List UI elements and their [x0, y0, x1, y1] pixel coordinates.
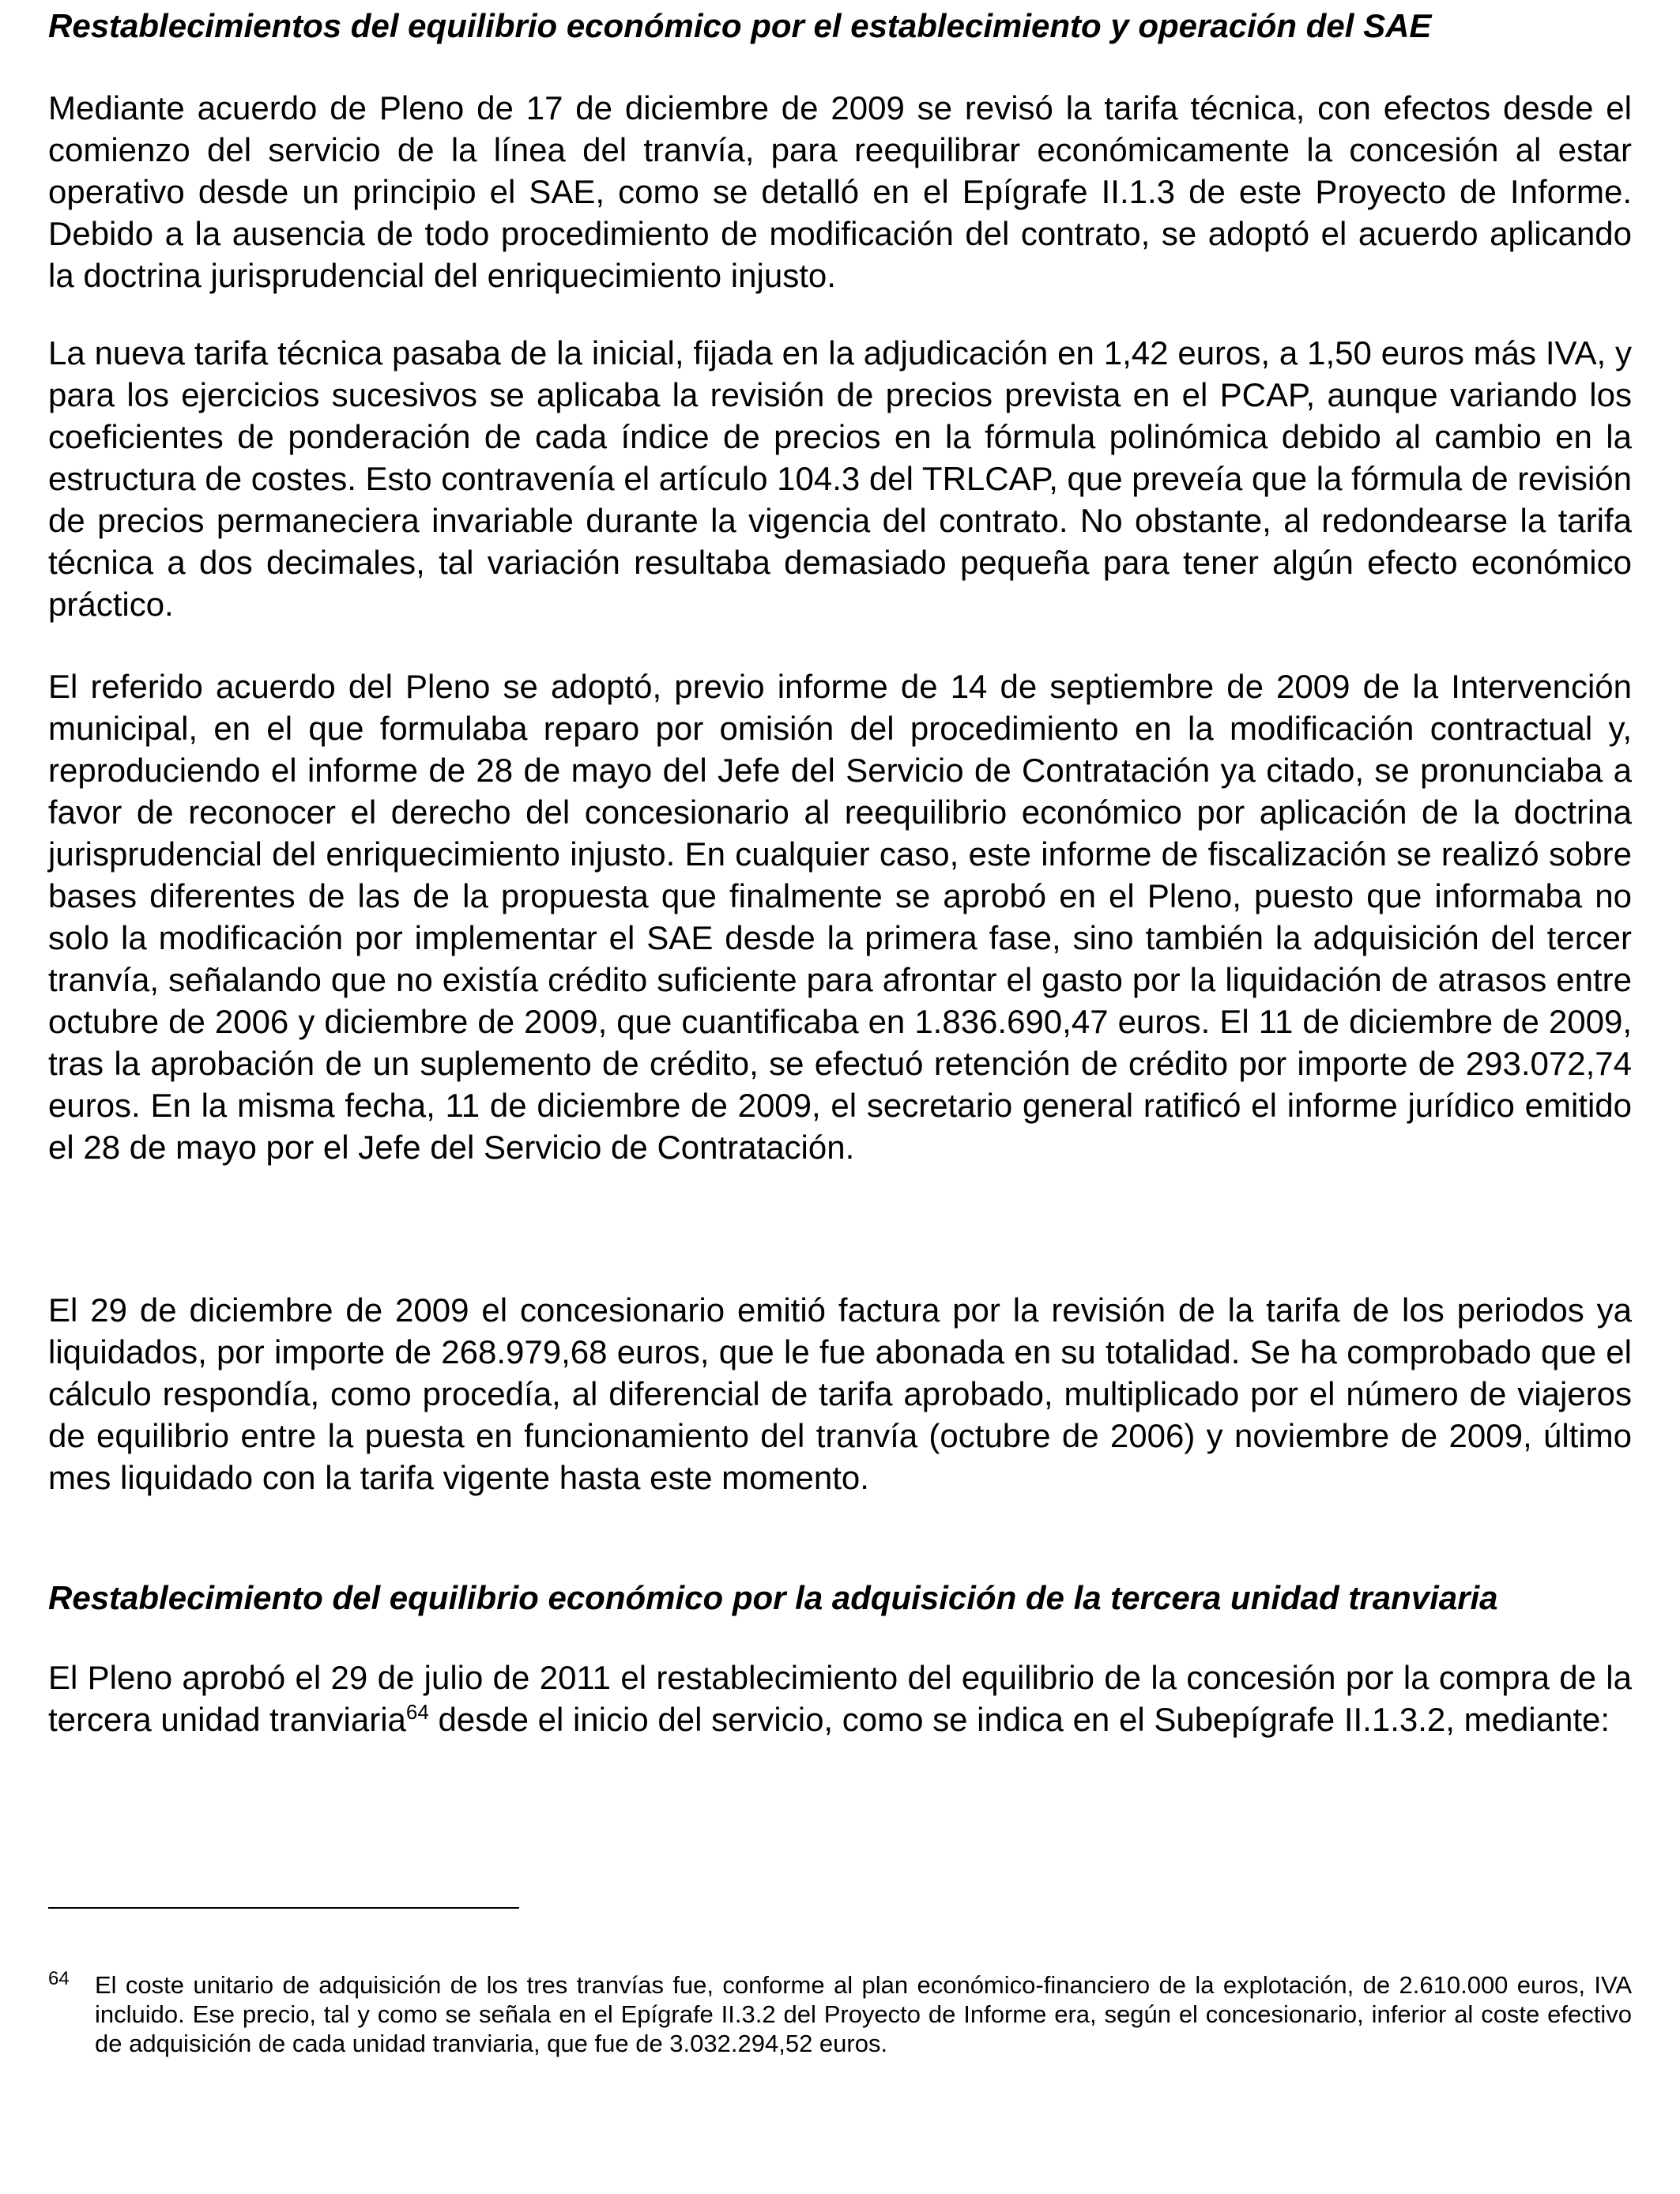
paragraph-5-text-before: El Pleno aprobó el 29 de julio de 2011 el restablecimiento del equilibrio de la concesión por la compra de la tercera unidad tranviaria — [48, 1659, 1632, 1738]
paragraph-2: La nueva tarifa técnica pasaba de la inicial, fijada en la adjudicación en 1,42 euros, a 1,50 euros más IVA, y para los ejercicios sucesivos se aplicaba la revisión de precios prevista en el PCAP, aunque variando los coeficientes de ponderación de cada índice de precios en la fórmula polinómica debido al cambio en la estructura de costes. Esto contravenía el artículo 104.3 del TRLCAP, que preveía que la fórmula de revisión de precios permaneciera invariable durante la vigencia del contrato. No obstante, al redondearse la tarifa técnica a dos decimales, tal variación resultaba demasiado pequeña para tener algún efecto económico práctico. — [48, 334, 1632, 623]
section-heading-sae: Restablecimientos del equilibrio económico por el establecimiento y operación del SAE — [48, 7, 1432, 44]
paragraph-1: Mediante acuerdo de Pleno de 17 de diciembre de 2009 se revisó la tarifa técnica, con efectos desde el comienzo del servicio de la línea del tranvía, para reequilibrar económicamente la concesión al estar operativo desde un principio el SAE, como se detalló en el Epígrafe II.1.3 de este Proyecto de Informe. Debido a la ausencia de todo procedimiento de modificación del contrato, se adoptó el acuerdo aplicando la doctrina jurisprudencial del enriquecimiento injusto. — [48, 89, 1632, 294]
footnote-separator — [48, 1907, 519, 1909]
paragraph-4: El 29 de diciembre de 2009 el concesionario emitió factura por la revisión de la tarifa de los periodos ya liquidados, por importe de 268.979,68 euros, que le fue abonada en su totalidad. Se ha comprobado que el cálculo respondía, como procedía, al diferencial de tarifa aprobado, multiplicado por el número de viajeros de equilibrio entre la puesta en funcionamiento del tranvía (octubre de 2006) y noviembre de 2009, último mes liquidado con la tarifa vigente hasta este momento. — [48, 1291, 1632, 1496]
footnote-number: 64 — [48, 1968, 70, 1989]
footnote — [48, 1970, 1632, 2058]
footnote-reference[interactable]: 64 — [405, 1700, 429, 1724]
paragraph-5 — [48, 1657, 1632, 1740]
footnote-text: El coste unitario de adquisición de los tres tranvías fue, conforme al plan económico-financiero de la explotación, de 2.610.000 euros, IVA incluido. Ese precio, tal y como se señala en el Epígrafe II.3.2 del Proyecto de Informe era, según el concesionario, inferior al coste efectivo de adquisición de cada unidad tranviaria, que fue de 3.032.294,52 euros. — [95, 1971, 1632, 2057]
paragraph-3: El referido acuerdo del Pleno se adoptó, previo informe de 14 de septiembre de 2009 de la Intervención municipal, en el que formulaba reparo por omisión del procedimiento en la modificación contractual y, reproduciendo el informe de 28 de mayo del Jefe del Servicio de Contratación ya citado, se pronunciaba a favor de reconocer el derecho del concesionario al reequilibrio económico por aplicación de la doctrina jurisprudencial del enriquecimiento injusto. En cualquier caso, este informe de fiscalización se realizó sobre bases diferentes de las de la propuesta que finalmente se aprobó en el Pleno, puesto que informaba no solo la modificación por implementar el SAE desde la primera fase, sino también la adquisición del tercer tranvía, señalando que no existía crédito suficiente para afrontar el gasto por la liquidación de atrasos entre octubre de 2006 y diciembre de 2009, que cuantificaba en 1.836.690,47 euros. El 11 de diciembre de 2009, tras la aprobación de un suplemento de crédito, se efectuó retención de crédito por importe de 293.072,74 euros. En la misma fecha, 11 de diciembre de 2009, el secretario general ratificó el informe jurídico emitido el 28 de mayo por el Jefe del Servicio de Contratación. — [48, 668, 1632, 1166]
paragraph-5-text-after: desde el inicio del servicio, como se indica en el Subepígrafe II.1.3.2, mediante: — [428, 1701, 1610, 1738]
section-heading-tercera-unidad: Restablecimiento del equilibrio económico por la adquisición de la tercera unidad tranviaria — [48, 1579, 1498, 1616]
